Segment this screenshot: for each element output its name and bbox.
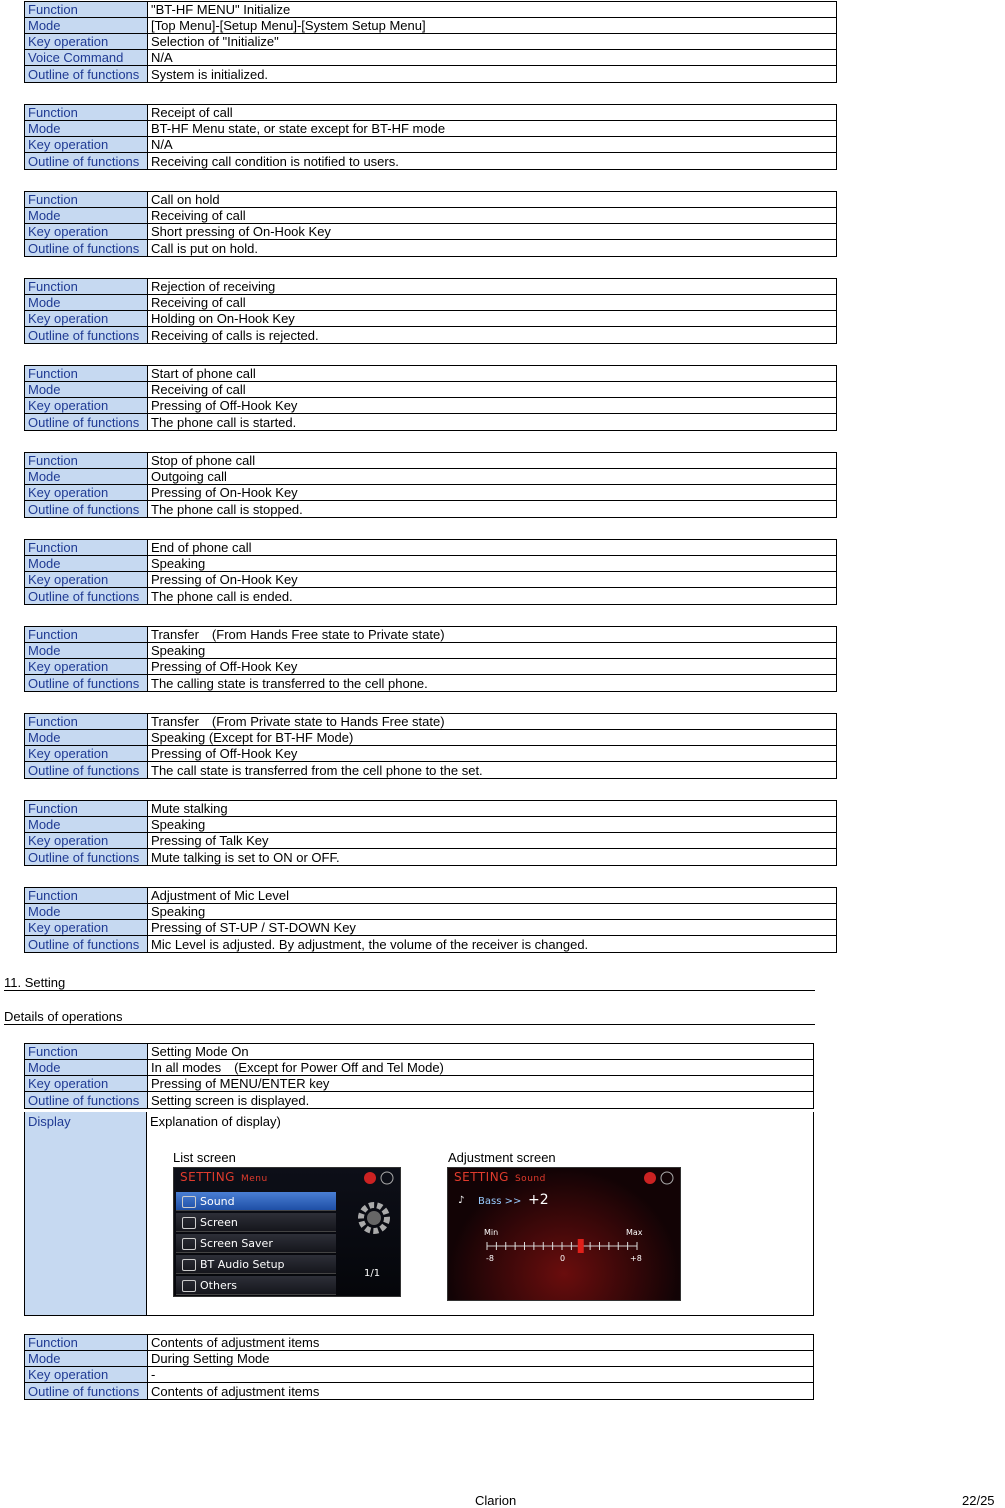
key-operation-value: Pressing of On-Hook Key (148, 485, 837, 501)
outline-label: Outline of functions (25, 66, 148, 83)
mode-value: In all modes (Except for Power Off and Tel Mode) (148, 1060, 814, 1076)
key-operation-value: - (148, 1367, 814, 1383)
mode-value: Receiving of call (148, 382, 837, 398)
scale-min: -8 (486, 1254, 494, 1263)
sub-heading: Details of operations (4, 1010, 815, 1025)
menu-item-label: Screen Saver (200, 1237, 273, 1250)
mode-value: BT-HF Menu state, or state except for BT-HF mode (148, 121, 837, 137)
outline-value: The calling state is transferred to the cell phone. (148, 675, 837, 692)
menu-item (176, 1192, 336, 1211)
menu-item (176, 1213, 336, 1232)
function-value: Contents of adjustment items (148, 1335, 814, 1351)
outline-value: Contents of adjustment items (148, 1383, 814, 1400)
outline-label: Outline of functions (25, 675, 148, 692)
mode-label: Mode (25, 1351, 148, 1367)
key-operation-label: Key operation (25, 224, 148, 240)
key-operation-value: Pressing of Off-Hook Key (148, 659, 837, 675)
min-label: Min (484, 1228, 499, 1237)
param-label: Bass >> (478, 1196, 522, 1207)
key-operation-label: Key operation (25, 659, 148, 675)
function-table (24, 626, 837, 692)
function-label: Function (25, 366, 148, 382)
section-heading: 11. Setting (4, 976, 815, 991)
status-icons (362, 1170, 396, 1186)
function-value: Mute stalking (148, 801, 837, 817)
key-operation-value: Pressing of ST-UP / ST-DOWN Key (148, 920, 837, 936)
mode-value: Speaking (Except for BT-HF Mode) (148, 730, 837, 746)
mode-label: Mode (25, 643, 148, 659)
slider-knob (578, 1239, 584, 1253)
menu-item-label: Others (200, 1279, 237, 1292)
status-icons (642, 1170, 676, 1186)
function-value: End of phone call (148, 540, 837, 556)
key-operation-label: Key operation (25, 1076, 148, 1092)
function-table (24, 104, 837, 170)
function-table (24, 539, 837, 605)
key-operation-label: Key operation (25, 137, 148, 153)
function-label: Function (25, 453, 148, 469)
function-label: Function (25, 801, 148, 817)
function-label: Function (25, 279, 148, 295)
function-label: Function (25, 2, 148, 18)
voice-command-value: N/A (148, 50, 837, 66)
mode-label: Mode (25, 121, 148, 137)
key-operation-value: Short pressing of On-Hook Key (148, 224, 837, 240)
menu-item (176, 1234, 336, 1253)
menu-item-label: BT Audio Setup (200, 1258, 285, 1271)
function-value: Transfer (From Private state to Hands Free state) (148, 714, 837, 730)
scale-mid: 0 (560, 1254, 566, 1263)
outline-label: Outline of functions (25, 1383, 148, 1400)
key-operation-label: Key operation (25, 572, 148, 588)
menu-item-label: Screen (200, 1216, 238, 1229)
mode-label: Mode (25, 1060, 148, 1076)
mode-value: Speaking (148, 904, 837, 920)
function-table (24, 800, 837, 866)
outline-label: Outline of functions (25, 501, 148, 518)
function-label: Function (25, 627, 148, 643)
function-label: Function (25, 1335, 148, 1351)
outline-value: Mic Level is adjusted. By adjustment, the volume of the receiver is changed. (148, 936, 837, 953)
gear-icon (352, 1196, 396, 1240)
key-operation-label: Key operation (25, 398, 148, 414)
key-operation-label: Key operation (25, 746, 148, 762)
function-label: Function (25, 888, 148, 904)
adjust-screen-title: SETTING Sound (454, 1170, 546, 1184)
mode-label: Mode (25, 295, 148, 311)
key-operation-value: Pressing of Off-Hook Key (148, 398, 837, 414)
function-table (24, 1, 837, 83)
list-screen-caption: List screen (173, 1150, 236, 1165)
function-label: Function (25, 192, 148, 208)
outline-label: Outline of functions (25, 1092, 148, 1109)
function-label: Function (25, 1044, 148, 1060)
function-table (24, 887, 837, 953)
mode-label: Mode (25, 730, 148, 746)
adjust-screen-subtitle: Sound (514, 1174, 546, 1184)
outline-value: Mute talking is set to ON or OFF. (148, 849, 837, 866)
key-operation-label: Key operation (25, 311, 148, 327)
outline-value: The phone call is ended. (148, 588, 837, 605)
function-value: Receipt of call (148, 105, 837, 121)
function-value: Start of phone call (148, 366, 837, 382)
mode-value: Receiving of call (148, 295, 837, 311)
outline-label: Outline of functions (25, 240, 148, 257)
key-operation-value: N/A (148, 137, 837, 153)
contents-table (24, 1334, 814, 1400)
function-value: Rejection of receiving (148, 279, 837, 295)
function-table (24, 713, 837, 779)
outline-value: Receiving of calls is rejected. (148, 327, 837, 344)
function-label: Function (25, 540, 148, 556)
outline-label: Outline of functions (25, 849, 148, 866)
adjustment-screen (447, 1167, 681, 1301)
key-operation-value: Pressing of Off-Hook Key (148, 746, 837, 762)
key-operation-label: Key operation (25, 485, 148, 501)
key-operation-value: Pressing of Talk Key (148, 833, 837, 849)
function-value: Adjustment of Mic Level (148, 888, 837, 904)
menu-item-label: Sound (200, 1195, 235, 1208)
key-operation-value: Selection of "Initialize" (148, 34, 837, 50)
speaker-icon (182, 1196, 196, 1208)
display-explanation: Explanation of display) (150, 1114, 281, 1129)
outline-value: System is initialized. (148, 66, 837, 83)
mode-label: Mode (25, 208, 148, 224)
outline-label: Outline of functions (25, 414, 148, 431)
key-operation-value: Pressing of On-Hook Key (148, 572, 837, 588)
function-table (24, 452, 837, 518)
function-value: Transfer (From Hands Free state to Private state) (148, 627, 837, 643)
mode-value: Speaking (148, 643, 837, 659)
mode-label: Mode (25, 556, 148, 572)
mode-label: Mode (25, 469, 148, 485)
function-label: Function (25, 105, 148, 121)
function-table (24, 365, 837, 431)
key-operation-label: Key operation (25, 34, 148, 50)
mode-value: Receiving of call (148, 208, 837, 224)
key-operation-value: Pressing of MENU/ENTER key (148, 1076, 814, 1092)
level-slider (482, 1238, 642, 1254)
screen-icon (182, 1217, 196, 1229)
outline-label: Outline of functions (25, 936, 148, 953)
display-label: Display (25, 1112, 147, 1315)
voice-command-label: Voice Command (25, 50, 148, 66)
outline-value: The phone call is stopped. (148, 501, 837, 518)
menu-item (176, 1276, 336, 1295)
menu-item (176, 1255, 336, 1274)
mode-label: Mode (25, 382, 148, 398)
param-value: +2 (528, 1192, 549, 1208)
mode-value: Speaking (148, 817, 837, 833)
function-value: "BT-HF MENU" Initialize (148, 2, 837, 18)
outline-label: Outline of functions (25, 762, 148, 779)
outline-value: Setting screen is displayed. (148, 1092, 814, 1109)
scale-max: +8 (630, 1254, 642, 1263)
list-screen-title: SETTING Menu (180, 1170, 268, 1184)
outline-label: Outline of functions (25, 153, 148, 170)
function-value: Stop of phone call (148, 453, 837, 469)
wrench-icon (182, 1280, 196, 1292)
outline-value: The phone call is started. (148, 414, 837, 431)
outline-value: Call is put on hold. (148, 240, 837, 257)
list-screen (173, 1167, 401, 1297)
list-screen-subtitle: Menu (240, 1174, 268, 1184)
mode-value: During Setting Mode (148, 1351, 814, 1367)
screen-saver-icon (182, 1238, 196, 1250)
setting-table (24, 1043, 814, 1109)
adjustment-screen-caption: Adjustment screen (448, 1150, 556, 1165)
key-operation-label: Key operation (25, 1367, 148, 1383)
function-table (24, 191, 837, 257)
footer-page-number: 22/25 (962, 1493, 995, 1508)
outline-value: The call state is transferred from the cell phone to the set. (148, 762, 837, 779)
display-section (24, 1112, 814, 1316)
mode-value: Outgoing call (148, 469, 837, 485)
key-operation-label: Key operation (25, 833, 148, 849)
speaker-icon: ♪ (458, 1195, 465, 1206)
key-operation-value: Holding on On-Hook Key (148, 311, 837, 327)
outline-label: Outline of functions (25, 327, 148, 344)
outline-value: Receiving call condition is notified to users. (148, 153, 837, 170)
page-indicator: 1/1 (364, 1268, 381, 1279)
mode-label: Mode (25, 18, 148, 34)
mode-value: Speaking (148, 556, 837, 572)
mode-value: [Top Menu]-[Setup Menu]-[System Setup Menu] (148, 18, 837, 34)
outline-label: Outline of functions (25, 588, 148, 605)
function-table (24, 278, 837, 344)
function-label: Function (25, 714, 148, 730)
footer-brand: Clarion (475, 1493, 517, 1508)
bluetooth-icon (182, 1259, 196, 1271)
function-value: Call on hold (148, 192, 837, 208)
mode-label: Mode (25, 817, 148, 833)
max-label: Max (626, 1228, 643, 1237)
key-operation-label: Key operation (25, 920, 148, 936)
function-value: Setting Mode On (148, 1044, 814, 1060)
mode-label: Mode (25, 904, 148, 920)
